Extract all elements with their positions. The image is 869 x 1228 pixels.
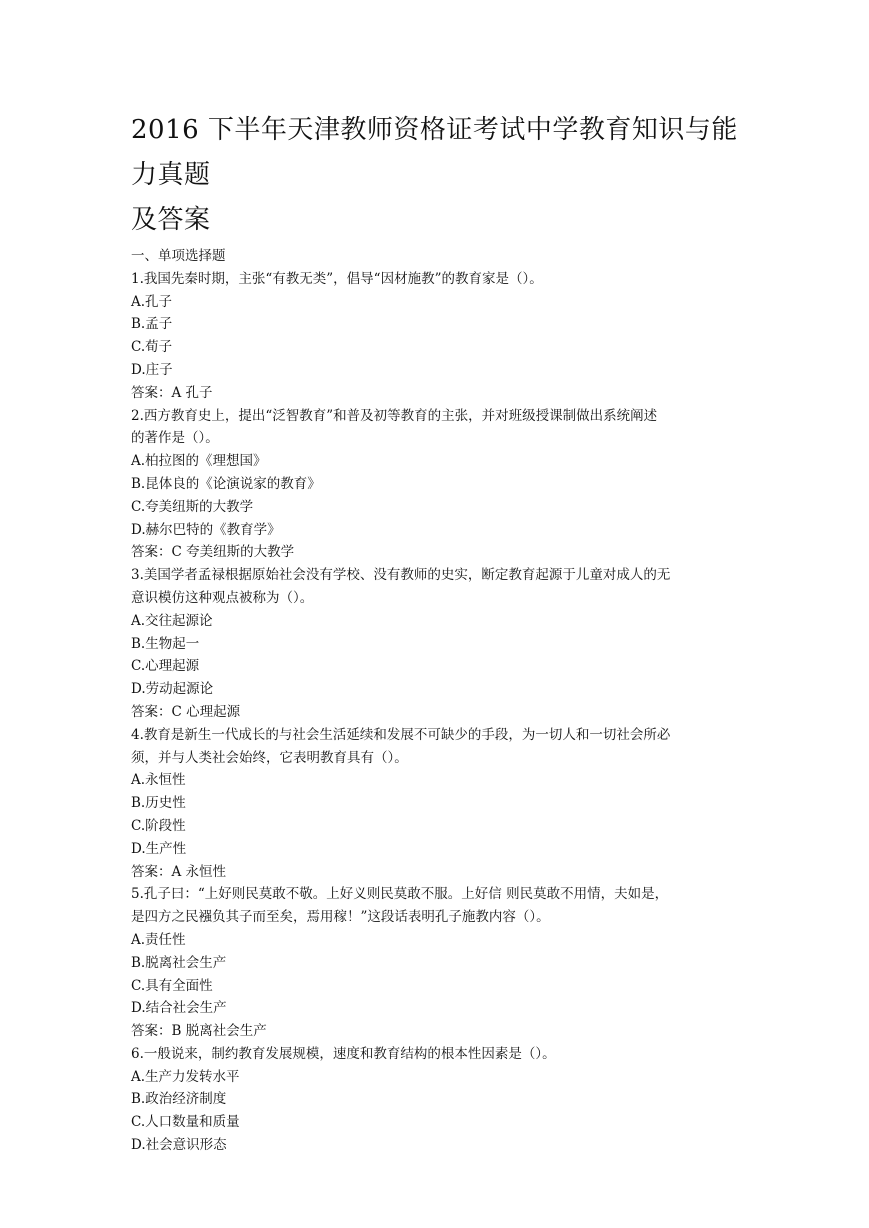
document-content [131,245,741,1157]
answer-option: C.夸美纽斯的大教学 [131,498,254,515]
answer-option: D.社会意识形态 [131,1137,227,1154]
question-text: 须，并与人类社会始终，它表明教育具有（）。 [131,749,408,766]
answer-option: B.历史性 [131,795,186,812]
answer-option: C.阶段性 [131,817,186,834]
title-line-2: 及答案 [131,205,211,235]
answer-option: B.脱离社会生产 [131,954,227,971]
question-block [131,883,741,1043]
question-block [131,564,741,724]
question-text: 6.一般说来，制约教育发展规模，速度和教育结构的根本性因素是（）。 [131,1045,556,1062]
document-title [131,108,741,243]
answer-option: B.昆体良的《论演说家的教育》 [131,475,321,492]
answer-option: D.生产性 [131,840,187,857]
section-heading: 一、单项选择题 [131,248,226,264]
question-text: 意识模仿这种观点被称为（）。 [131,589,314,606]
answer-key: 答案：A 永恒性 [131,863,227,880]
question-text: 的著作是（）。 [131,430,219,447]
question-text: 1.我国先秦时期，主张“有教无类”，倡导“因材施教”的教育家是（）。 [131,270,543,287]
answer-option: D.劳动起源论 [131,681,214,698]
question-text: 4.教育是新生一代成长的与社会生活延续和发展不可缺少的手段，为一切人和一切社会所必 [131,726,671,743]
answer-option: C.荀子 [131,339,173,356]
answer-option: A.交往起源论 [131,612,213,629]
answer-option: D.庄子 [131,361,173,378]
document-page [131,108,741,1157]
question-text: 5.孔子曰：“上好则民莫敢不敬。上好义则民莫敢不服。上好信 则民莫敢不用情，夫如是， [131,886,669,903]
answer-option: A.永恒性 [131,772,186,789]
answer-option: B.生物起一 [131,635,200,652]
answer-option: D.结合社会生产 [131,1000,227,1017]
answer-key: 答案：A 孔子 [131,384,213,401]
answer-option: B.孟子 [131,316,173,333]
answer-option: A.责任性 [131,931,186,948]
answer-option: C.人口数量和质量 [131,1114,240,1131]
question-block [131,268,741,405]
answer-key: 答案：C 心理起源 [131,703,241,720]
answer-key: 答案：C 夸美纽斯的大教学 [131,544,295,561]
answer-option: D.赫尔巴特的《教育学》 [131,521,281,538]
question-text: 是四方之民襁负其子而至矣，焉用稼！”这段话表明孔子施教内容（）。 [131,909,550,926]
question-text: 3.美国学者孟禄根据原始社会没有学校、没有教师的史实，断定教育起源于儿童对成人的无 [131,567,671,584]
question-text: 2.西方教育史上，提出“泛智教育”和普及初等教育的主张，并对班级授课制做出系统阐述 [131,407,658,424]
question-block [131,405,741,565]
answer-option: A.柏拉图的《理想国》 [131,453,267,470]
answer-key: 答案：B 脱离社会生产 [131,1023,267,1040]
answer-option: B.政治经济制度 [131,1091,227,1108]
question-block [131,1043,741,1157]
answer-option: C.具有全面性 [131,977,213,994]
title-line-1: 2016 下半年天津教师资格证考试中学教育知识与能力真题 [131,115,738,190]
answer-option: A.生产力发转水平 [131,1068,240,1085]
answer-option: A.孔子 [131,293,173,310]
question-block [131,724,741,884]
answer-option: C.心理起源 [131,658,200,675]
